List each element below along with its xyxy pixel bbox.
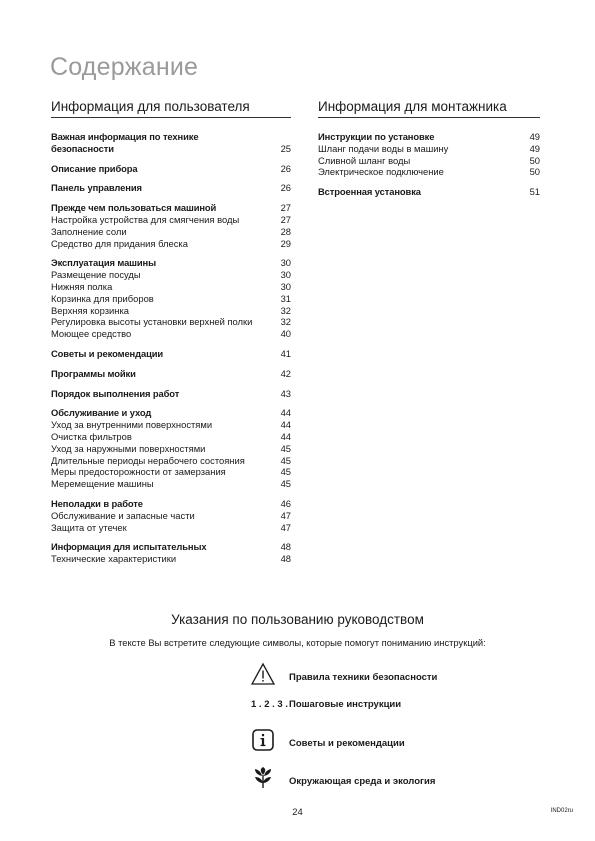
- toc-page-number: 45: [280, 442, 291, 454]
- toc-page-number: 41: [280, 347, 291, 359]
- warning-triangle-icon: [251, 662, 275, 686]
- toc-entry: [51, 443, 291, 455]
- toc-page-number: 44: [280, 430, 291, 442]
- toc-entry: [51, 316, 291, 328]
- toc-page-number: 50: [529, 166, 540, 178]
- toc-entry-title: Нижняя полка: [51, 280, 113, 292]
- toc-group: [51, 498, 291, 533]
- toc-page-number: 46: [280, 497, 291, 509]
- toc-entry: [51, 293, 291, 305]
- toc-section-heading: [51, 368, 291, 380]
- toc-page-number: 45: [280, 466, 291, 478]
- toc-entry: [51, 455, 291, 467]
- toc-entry-title: Средство для придания блеска: [51, 237, 188, 249]
- toc-entry-title: Защита от утечек: [51, 521, 127, 533]
- guide-intro: В тексте Вы встретите следующие символы, которые помогут пониманию инструкций:: [109, 637, 486, 648]
- toc-page-number: 28: [280, 225, 291, 237]
- toc-page-number: 27: [280, 213, 291, 225]
- toc-section-heading: [51, 348, 291, 360]
- toc-entry: [51, 553, 291, 565]
- steps-marker: 1 . 2 . 3 .: [251, 699, 288, 710]
- toc-section-title: Неполадки в работе: [51, 497, 143, 509]
- toc-entry: [51, 431, 291, 443]
- page-number: 24: [292, 806, 303, 817]
- toc-section-title: Информация для испытательных: [51, 541, 207, 553]
- toc-section-heading: [51, 163, 291, 175]
- toc-entry-title: Регулировка высоты установки верхней полки: [51, 316, 253, 328]
- toc-group: [318, 186, 540, 198]
- toc-group: [51, 202, 291, 249]
- installer-info-heading: Информация для монтажника: [318, 97, 540, 118]
- toc-entry-title: Очистка фильтров: [51, 430, 132, 442]
- toc-section-heading: [51, 407, 291, 419]
- toc-section-title: Панель управления: [51, 182, 142, 194]
- toc-group: [51, 257, 291, 340]
- toc-section-title: Обслуживание и уход: [51, 407, 152, 419]
- toc-entry-title: Меремещение машины: [51, 478, 154, 490]
- toc-group: [51, 541, 291, 565]
- toc-group: [318, 131, 540, 178]
- toc-page-number: 50: [529, 154, 540, 166]
- toc-entry-title: Уход за внутренними поверхностями: [51, 419, 213, 431]
- toc-group: [51, 368, 291, 380]
- toc-section-heading: [51, 131, 291, 155]
- symbol-info-label: Советы и рекомендации: [289, 738, 405, 749]
- toc-entry-title: Верхняя корзинка: [51, 304, 129, 316]
- flower-icon: [251, 766, 275, 790]
- toc-entry-title: Электрическое подключение: [318, 166, 444, 178]
- toc-entry: [51, 522, 291, 534]
- toc-section-title: Программы мойки: [51, 367, 136, 379]
- toc-page-number: 49: [529, 142, 540, 154]
- toc-entry-title: Размещение посуды: [51, 269, 141, 281]
- toc-page-number: 26: [280, 182, 291, 194]
- toc-group: [51, 131, 291, 155]
- toc-page-number: 47: [280, 509, 291, 521]
- toc-entry: [51, 419, 291, 431]
- toc-section-heading: [51, 182, 291, 194]
- toc-page-number: 29: [280, 237, 291, 249]
- toc-page-number: 32: [280, 316, 291, 328]
- toc-section-title: Прежде чем пользоваться машиной: [51, 202, 217, 214]
- toc-page-number: 43: [280, 387, 291, 399]
- toc-entry-title: Корзинка для приборов: [51, 292, 154, 304]
- toc-entry: [318, 143, 540, 155]
- toc-page-number: 44: [280, 407, 291, 419]
- toc-entry-title: Обслуживание и запасные части: [51, 509, 195, 521]
- toc-page-number: 51: [529, 186, 540, 198]
- guide-title: Указания по пользованию руководством: [171, 612, 424, 627]
- toc-entry-title: Моющее средство: [51, 328, 132, 340]
- toc-entry: [51, 510, 291, 522]
- symbol-steps-label: Пошаговые инструкции: [289, 699, 402, 710]
- user-info-column: [51, 97, 291, 573]
- guide-section: [0, 612, 595, 648]
- toc-group: [51, 163, 291, 175]
- installer-info-toc: [318, 131, 540, 198]
- toc-section-heading: [51, 202, 291, 214]
- toc-entry-title: Шланг подачи воды в машину: [318, 142, 449, 154]
- toc-entry: [51, 305, 291, 317]
- info-icon: [251, 728, 275, 752]
- user-info-toc: [51, 131, 291, 565]
- toc-page-number: 48: [280, 553, 291, 565]
- toc-section-heading: [51, 388, 291, 400]
- toc-page-number: 40: [280, 328, 291, 340]
- toc-section-heading: [318, 186, 540, 198]
- toc-group: [51, 388, 291, 400]
- toc-page-number: 26: [280, 162, 291, 174]
- toc-page-number: 27: [280, 202, 291, 214]
- toc-section-title: Важная информация по технике безопасности: [51, 131, 199, 154]
- symbol-warning-label: Правила техники безопасности: [289, 672, 438, 683]
- toc-group: [51, 407, 291, 490]
- toc-entry-title: Технические характеристики: [51, 553, 177, 565]
- toc-page-number: 42: [280, 367, 291, 379]
- toc-entry: [51, 328, 291, 340]
- toc-page-number: 44: [280, 419, 291, 431]
- toc-section-title: Встроенная установка: [318, 186, 421, 198]
- toc-entry-title: Сливной шланг воды: [318, 154, 411, 166]
- toc-section-title: Описание прибора: [51, 162, 138, 174]
- toc-entry-title: Длительные периоды нерабочего состояния: [51, 454, 245, 466]
- toc-entry: [51, 478, 291, 490]
- toc-section-heading: [51, 257, 291, 269]
- toc-entry: [318, 166, 540, 178]
- toc-page-number: 30: [280, 280, 291, 292]
- toc-section-heading: [51, 498, 291, 510]
- toc-entry: [51, 214, 291, 226]
- toc-page-number: 30: [280, 257, 291, 269]
- toc-page-number: 25: [280, 142, 291, 154]
- toc-group: [51, 348, 291, 360]
- toc-entry-title: Меры предосторожности от замерзания: [51, 466, 226, 478]
- toc-section-title: Эксплуатация машины: [51, 257, 157, 269]
- toc-entry: [51, 238, 291, 250]
- toc-entry-title: Уход за наружными поверхностями: [51, 442, 206, 454]
- toc-section-title: Инструкции по установке: [318, 131, 435, 142]
- toc-entry: [51, 226, 291, 238]
- toc-page-number: 31: [280, 292, 291, 304]
- toc-section-heading: [318, 131, 540, 143]
- toc-page-number: 48: [280, 541, 291, 553]
- installer-info-column: [318, 97, 540, 206]
- toc-entry: [51, 281, 291, 293]
- toc-entry: [51, 466, 291, 478]
- document-code: IND02ru: [550, 808, 573, 814]
- toc-page-number: 45: [280, 478, 291, 490]
- toc-entry: [318, 155, 540, 167]
- toc-page-number: 30: [280, 269, 291, 281]
- toc-page-number: 32: [280, 304, 291, 316]
- user-info-heading: Информация для пользователя: [51, 97, 291, 118]
- toc-page-number: 47: [280, 521, 291, 533]
- toc-section-title: Советы и рекомендации: [51, 347, 164, 359]
- toc-entry-title: Настройка устройства для смягчения воды: [51, 213, 240, 225]
- toc-section-title: Порядок выполнения работ: [51, 387, 180, 399]
- toc-page-number: 49: [529, 131, 540, 142]
- toc-page-number: 45: [280, 454, 291, 466]
- page-title: Содержание: [50, 53, 199, 81]
- toc-group: [51, 182, 291, 194]
- toc-entry: [51, 269, 291, 281]
- toc-entry-title: Заполнение соли: [51, 225, 127, 237]
- toc-section-heading: [51, 541, 291, 553]
- symbol-environment-label: Окружающая среда и экология: [289, 776, 436, 787]
